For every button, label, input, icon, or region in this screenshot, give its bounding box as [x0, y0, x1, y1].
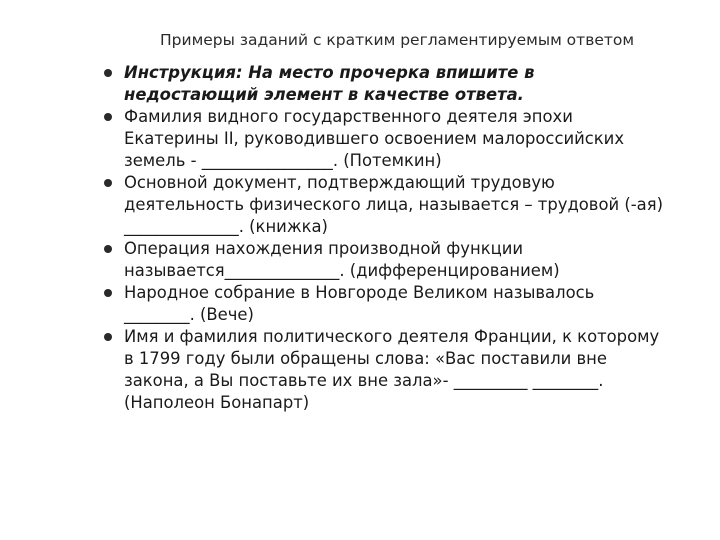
bullet-text: Основной документ, подтверждающий трудовую деятельность физического лица, называется – трудовой (-ая) ______________. (книжка) — [124, 173, 663, 236]
slide-title: Примеры заданий с кратким регламентируемым ответом — [160, 31, 635, 49]
bullet-dot-icon — [104, 245, 112, 253]
bullet-dot-icon — [104, 333, 112, 341]
bullet-item-veche — [104, 282, 694, 326]
bullet-text: Народное собрание в Новгороде Великом называлось ________. (Вече) — [124, 283, 595, 324]
bullet-dot-icon — [104, 69, 112, 77]
bullet-text: Фамилия видного государственного деятеля эпохи Екатерины II, руководившего освоением малороссийских земель - ________________. (Потемкин) — [124, 107, 625, 170]
bullet-dot-icon — [104, 289, 112, 297]
bullet-text: Инструкция: На место прочерка впишите в недостающий элемент в качестве ответа. — [124, 63, 535, 104]
bullet-list — [104, 62, 694, 414]
bullet-item-derivative — [104, 238, 694, 282]
bullet-item-instruction — [104, 62, 694, 106]
bullet-text: Операция нахождения производной функции называется______________. (дифференцированием) — [124, 239, 560, 280]
bullet-item-napoleon — [104, 326, 694, 414]
bullet-item-workbook — [104, 172, 694, 238]
bullet-item-potemkin — [104, 106, 694, 172]
bullet-dot-icon — [104, 179, 112, 187]
bullet-dot-icon — [104, 113, 112, 121]
bullet-text: Имя и фамилия политического деятеля Франции, к которому в 1799 году были обращены слова: «Вас поставили вне закона, а Вы поставьте их вне зала»- _________ ________. (Наполеон Бонапарт) — [124, 327, 660, 412]
